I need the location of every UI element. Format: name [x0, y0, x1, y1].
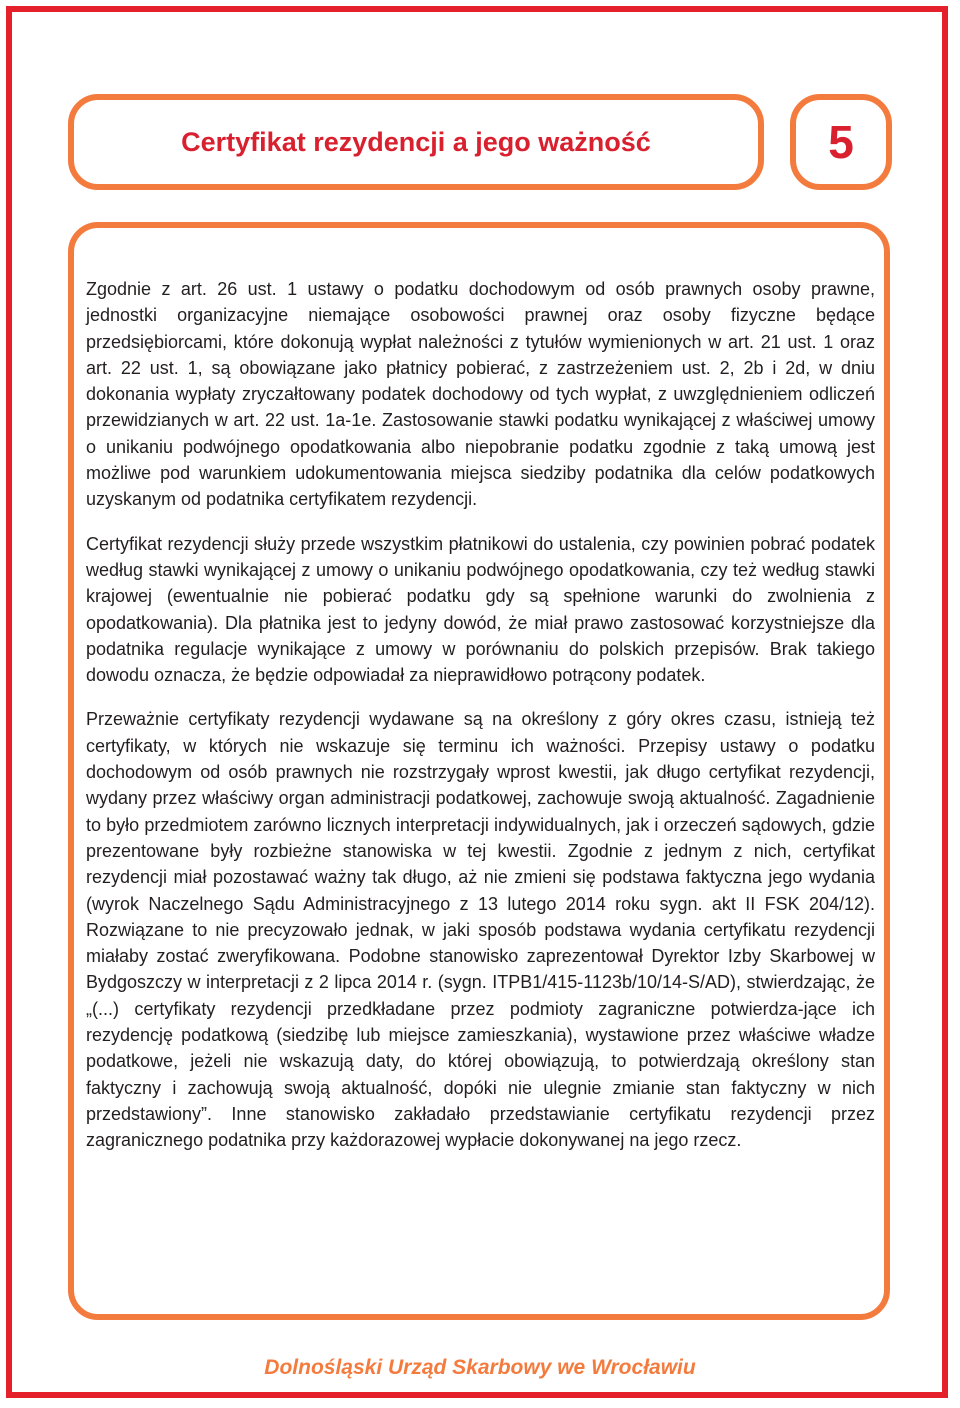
footer-text: Dolnośląski Urząd Skarbowy we Wrocławiu: [264, 1356, 696, 1379]
chapter-number-box: [790, 94, 892, 190]
chapter-number: 5: [828, 116, 854, 168]
content-text: [86, 276, 875, 1172]
paragraph-3: Przeważnie certyfikaty rezydencji wydawane są na określony z góry okres czasu, istnieją też certyfikaty, w których nie wskazuje się terminu ich ważności. Przepisy ustawy o podatku dochodowym od osób prawnych nie rozstrzygały wprost kwestii, jak długo certyfikat rezydencji, wydany przez właściwy organ administracji podatkowej, zachowuje swoją aktualność. Zagadnienie to było przedmiotem zarówno licznych interpretacji indywidualnych, jak i orzeczeń sądowych, gdzie prezentowane były rozbieżne stanowiska w tej kwestii. Zgodnie z jednym z nich, certyfikat rezydencji miał pozostawać ważny tak długo, aż nie zmieni się podstawa faktyczna jego wydania (wyrok Naczelnego Sądu Administracyjnego z 13 lutego 2014 roku sygn. akt II FSK 204/12). Rozwiązane to nie precyzowało jednak, w jaki sposób podstawa wydania certyfikatu rezydencji miałaby zostać zweryfikowana. Podobne stanowisko zaprezentował Dyrektor Izby Skarbowej w Bydgoszczy w interpretacji z 2 lipca 2014 r. (sygn. ITPB1/415-1123b/10/14-S/AD), stwierdzając, że „(...) certyfikaty rezydencji przedkładane przez podmioty zagraniczne potwierdza-jące ich rezydencję podatkową (siedzibę lub miejsce zamieszkania), wystawione przez właściwe władze podatkowe, jeżeli nie wskazują daty, do której obowiązują, to potwierdzają określony stan faktyczny i zachowują swoją aktualność, dopóki nie ulegnie zmianie stan faktyczny w nich przedstawiony”. Inne stanowisko zakładało przedstawianie certyfikatu rezydencji przez zagranicznego podatnika przy każdorazowej wypłacie dokonywanej na jego rzecz.: [86, 709, 875, 1151]
page-title: Certyfikat rezydencji a jego ważność: [181, 126, 651, 157]
title-box: [68, 94, 764, 190]
paragraph-1: Zgodnie z art. 26 ust. 1 ustawy o podatku dochodowym od osób prawnych osoby prawne, jednostki organizacyjne niemające osobowości prawnej oraz osoby fizyczne będące przedsiębiorcami, które dokonują wypłat należności z tytułów wymienionych w art. 21 ust. 1 oraz art. 22 ust. 1, są obowiązane jako płatnicy pobierać, z zastrzeżeniem ust. 2, 2b i 2d, w dniu dokonania wypłaty zryczałtowany podatek dochodowy od tych wypłat, z uwzględnieniem odliczeń przewidzianych w art. 22 ust. 1a-1e. Zastosowanie stawki podatku wynikającej z właściwej umowy o unikaniu podwójnego opodatkowania albo niepobranie podatku zgodnie z taką umową jest możliwe pod warunkiem udokumentowania miejsca siedziby podatnika dla celów podatkowych uzyskanym od podatnika certyfikatem rezydencji.: [86, 279, 875, 510]
paragraph-2: Certyfikat rezydencji służy przede wszystkim płatnikowi do ustalenia, czy powinien pobrać podatek według stawki wynikającej z umowy o unikaniu podwójnego opodatkowania, czy też według stawki krajowej (ewentualnie nie pobierać podatku gdy są spełnione warunki do zwolnienia z opodatkowania). Dla płatnika jest to jedyny dowód, że miał prawo zastosować korzystniejsze dla podatnika regulacje wynikające z umowy w porównaniu do polskich przepisów. Brak takiego dowodu oznacza, że będzie odpowiadał za nieprawidłowo potrącony podatek.: [86, 533, 875, 686]
